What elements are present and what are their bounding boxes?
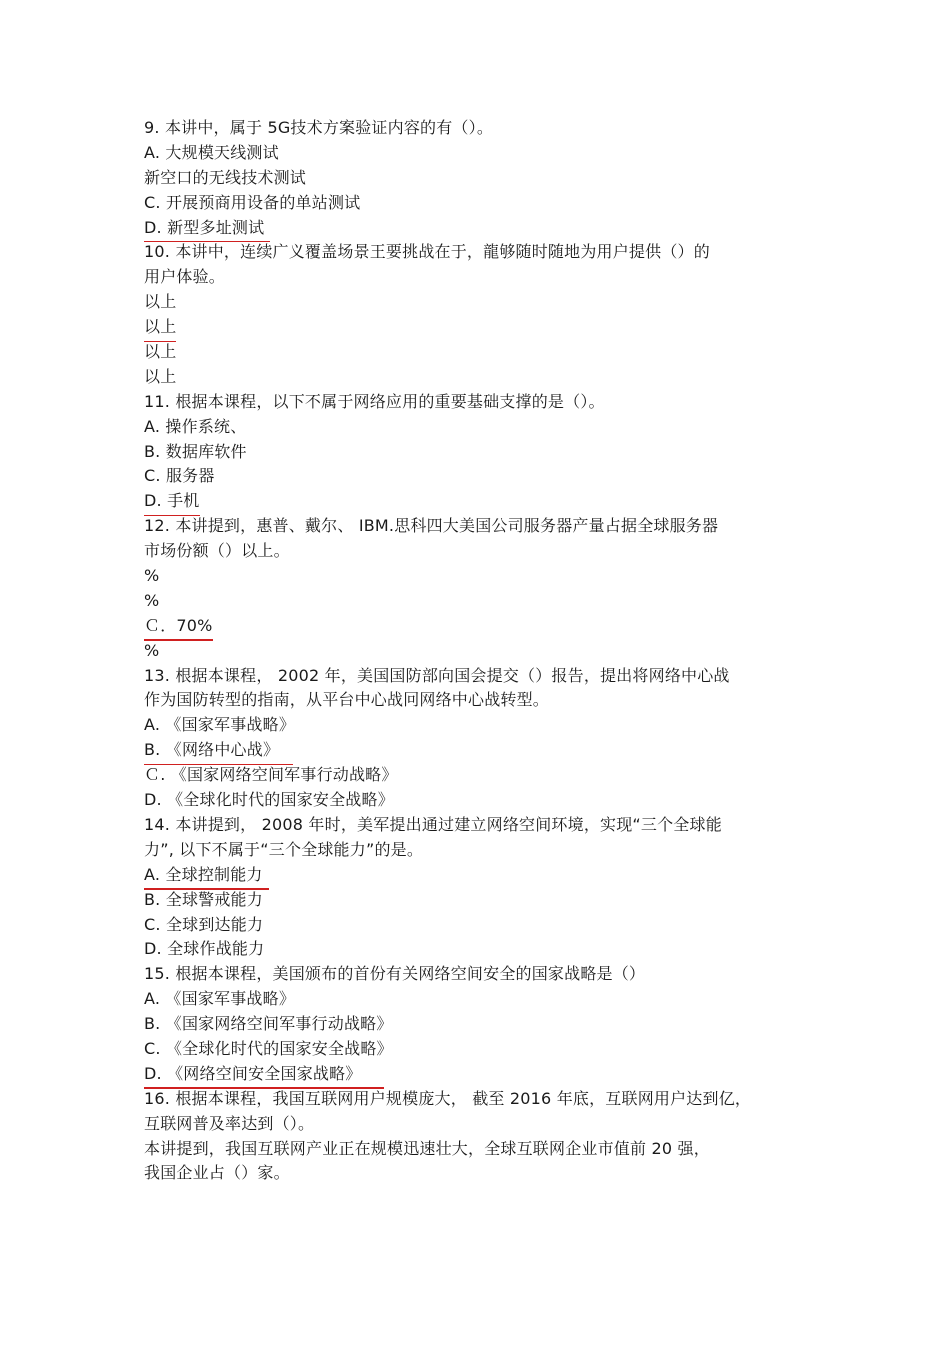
answer-line (144, 489, 804, 514)
answer-underline: D. 新型多址测试 (144, 216, 264, 241)
answer-underline: 以上 (144, 315, 176, 340)
text-line: 力”, 以下不属于“三个全球能力”的是。 (144, 839, 424, 859)
text-line: 9. 本讲中，属于 5G技术方案验证内容的有（）。 (144, 118, 494, 137)
option-line: A. 《国家军事战略》 (144, 989, 296, 1009)
option-line: C. 开展预商用设备的单站测试 (144, 192, 361, 212)
option-line: 新空口的无线技术测试 (144, 167, 307, 187)
answer-underline: D. 手机 (144, 489, 200, 514)
answer-line (144, 614, 804, 639)
text-line: 本讲提到，我国互联网产业正在规模迅速壮大，全球互联网企业市值前 20 强， (144, 1138, 710, 1158)
document-page (144, 116, 804, 1186)
answer-line (144, 738, 804, 763)
option-line: A. 大规模天线测试 (144, 142, 279, 162)
text-line: 16. 根据本课程，我国互联网用户规模庞大， 截至 2016 年底，互联网用户达到亿， (144, 1088, 752, 1108)
text-line: 10. 本讲中，连续广义覆盖场景王要挑战在于，龍够随时随地为用户提供（）的 (144, 242, 710, 262)
text-line: 11. 根据本课程，以下不属于网络应用的重要基础支撑的是（）。 (144, 391, 605, 411)
answer-underline: A. 全球控制能力 (144, 863, 263, 888)
option-line: B. 《国家网络空间军事行动战略》 (144, 1014, 393, 1034)
text-line: 14. 本讲提到， 2008 年时，美军提出通过建立网络空间环境，实现“三个全球能 (144, 814, 722, 834)
option-line: C. 《全球化时代的国家安全战略》 (144, 1038, 393, 1058)
text-line: 13. 根据本课程， 2002 年，美国国防部向国会提交（）报告，提出将网络中心战 (144, 665, 730, 685)
option-line: % (144, 640, 160, 660)
option-line: % (144, 566, 160, 586)
answer-line (144, 216, 804, 241)
option-line: 以上 (144, 292, 177, 312)
option-line: B. 全球警戒能力 (144, 889, 263, 909)
text-line: 用户体验。 (144, 267, 226, 287)
text-line: 我国企业占（）家。 (144, 1163, 290, 1183)
option-line: A. 操作系统、 (144, 416, 247, 436)
option-line: 以上 (144, 342, 177, 362)
option-line: % (144, 590, 160, 610)
option-line: D. 全球作战能力 (144, 939, 265, 959)
option-line: C. 全球到达能力 (144, 914, 264, 934)
option-line: B. 数据库软件 (144, 441, 247, 461)
answer-underline: Ｃ．70% (144, 614, 213, 639)
answer-line (144, 1062, 804, 1087)
option-line: C. 服务器 (144, 466, 215, 486)
text-line: 作为国防转型的指南，从平台中心战冋网络中心战转型。 (144, 690, 550, 710)
text-line: 互联网普及率达到（）。 (144, 1113, 315, 1133)
answer-line (144, 315, 804, 340)
option-line: A. 《国家军事战略》 (144, 715, 296, 735)
answer-underline: D. 《网络空间安全国家战略》 (144, 1062, 362, 1087)
option-line: Ｃ. 《国家网络空间军事行动战略》 (144, 765, 398, 785)
text-line: 12. 本讲提到，惠普、戴尔、 IBM.思科四大美国公司服务器产量占据全球服务器 (144, 516, 719, 536)
answer-line (144, 863, 804, 888)
option-line: D. 《全球化时代的国家安全战略》 (144, 790, 394, 810)
answer-underline: B. 《网络中心战》 (144, 738, 279, 763)
text-line: 15. 根据本课程，美国颁布的首份有关网络空间安全的国家战略是（） (144, 964, 646, 984)
text-line: 市场份额（）以上。 (144, 541, 290, 561)
option-line: 以上 (144, 366, 177, 386)
